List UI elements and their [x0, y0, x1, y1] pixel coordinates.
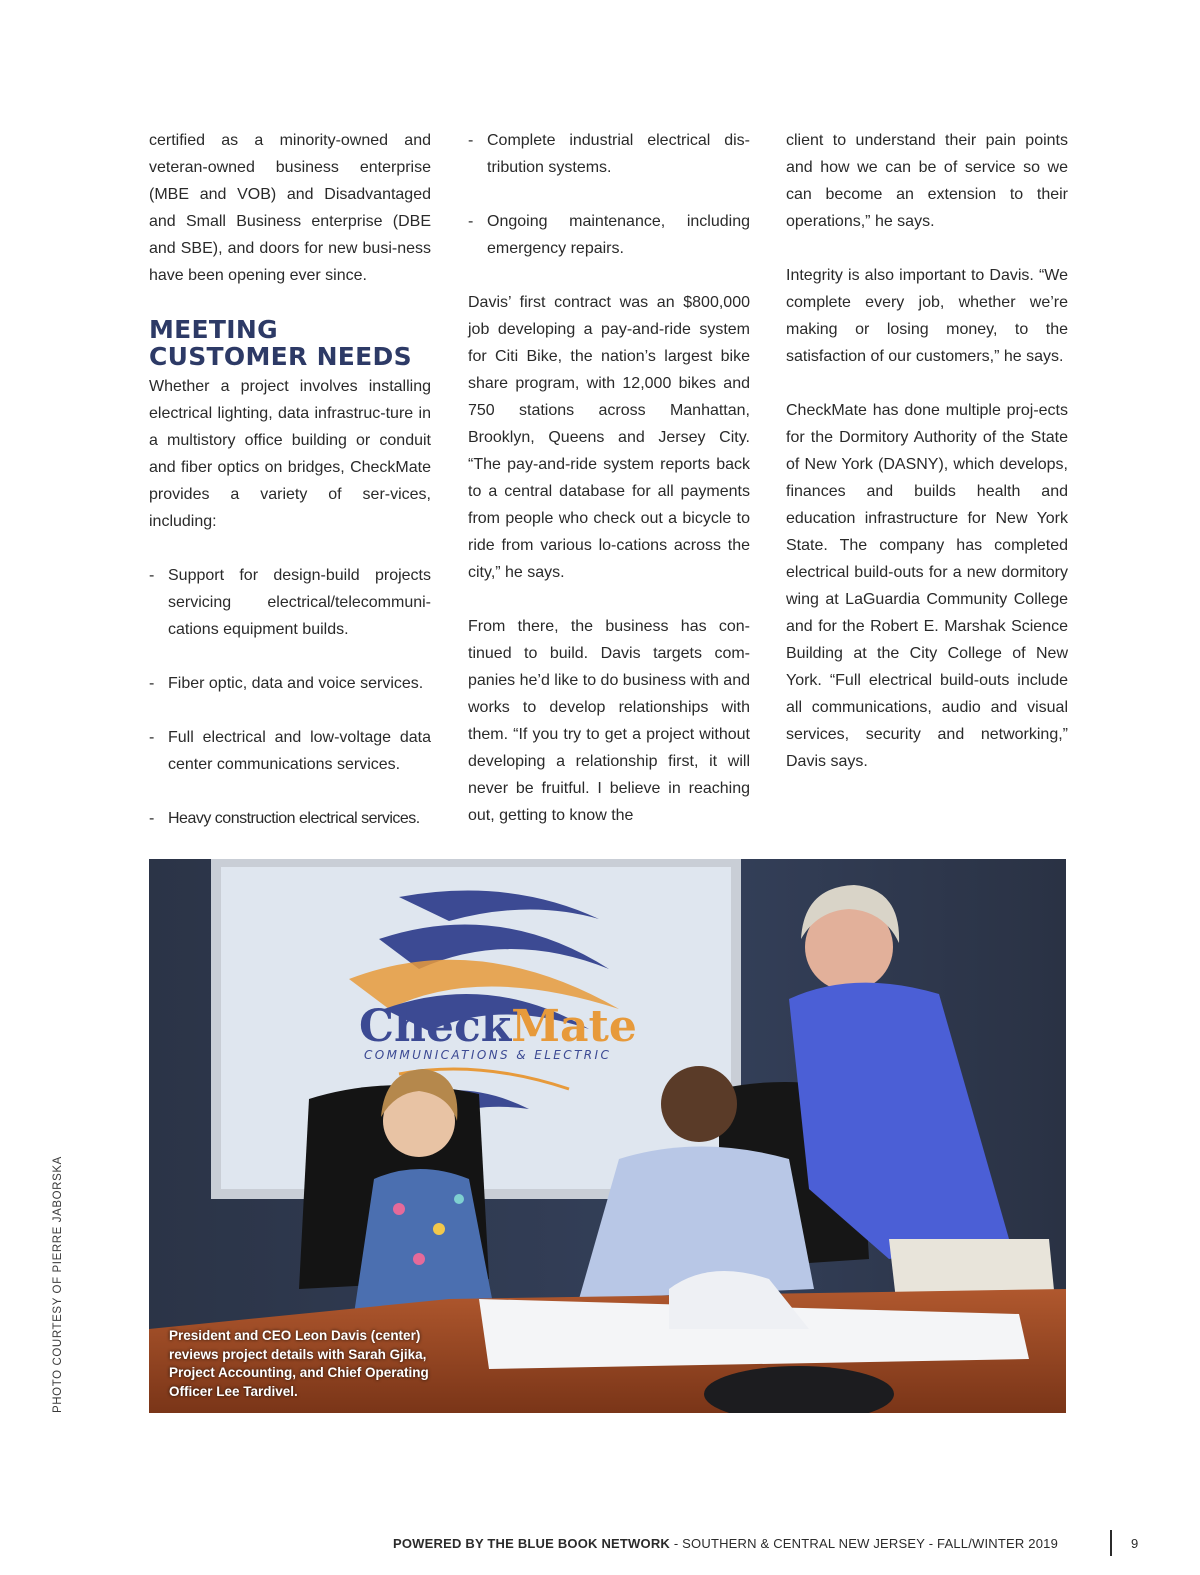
list-item: - Ongoing maintenance, including emergency repairs.	[468, 213, 750, 257]
article-column-2	[468, 127, 750, 829]
dasny-paragraph: CheckMate has done multiple proj-ects for the Dormitory Authority of the State of New York (DASNY), which develops, finances and builds health and education infrastructure for New York State. The company has completed electrical build-outs for a new dormitory wing at LaGuardia Community College and for the Robert E. Marshak Science Building at the City College of New York. “Full electrical build-outs include all communications, audio and visual services, security and networking,” Davis says.	[786, 402, 1068, 770]
client-quote-paragraph: client to understand their pain points and how we can be of service so we can become an extension to their operations,” he says.	[786, 132, 1068, 230]
team-photo	[149, 859, 1066, 1413]
intro-paragraph: certified as a minority-owned and veteran-owned business enterprise (MBE and VOB) and Disadvantaged and Small Business enterprise (DBE and SBE), and doors for new busi-ness have been opening ever since.	[149, 132, 431, 284]
list-item: - Heavy construction electrical services.	[149, 810, 420, 827]
photo-caption: President and CEO Leon Davis (center) reviews project details with Sarah Gjika, Project Accounting, and Chief Operating Officer Lee Tardivel.	[169, 1328, 429, 1399]
dress-pattern	[393, 1203, 405, 1215]
list-item: - Full electrical and low-voltage data center communications services.	[149, 729, 431, 773]
section-heading	[149, 316, 431, 370]
section-heading-line-1: MEETING	[149, 315, 278, 344]
list-item: - Complete industrial electrical dis-tribution systems.	[468, 132, 750, 176]
dress-pattern	[413, 1253, 425, 1265]
article-column-1	[149, 127, 431, 832]
services-list	[149, 562, 431, 832]
page-footer	[393, 1536, 1058, 1551]
page-number: 9	[1131, 1536, 1139, 1551]
logo-subtitle: COMMUNICATIONS & ELECTRIC	[364, 1048, 612, 1062]
photo-credit: PHOTO COURTESY OF PIERRE JABORSKA	[52, 1156, 64, 1413]
integrity-paragraph: Integrity is also important to Davis. “We complete every job, whether we’re making or losing money, to the satisfaction of our customers,” he says.	[786, 267, 1068, 365]
first-contract-paragraph: Davis’ first contract was an $800,000 job developing a pay-and-ride system for Citi Bike, the nation’s largest bike share program, with 12,000 bikes and 750 stations across Manhattan, Brooklyn, Queens and Jersey City. “The pay-and-ride system reports back to a central database for all payments from people who check out a bicycle to ride from various lo-cations across the city,” he says.	[468, 294, 750, 581]
footer-network: POWERED BY THE BLUE BOOK NETWORK	[393, 1536, 671, 1551]
business-growth-paragraph: From there, the business has con-tinued to build. Davis targets com-panies he’d like to do business with and works to develop relationships with them. “If you try to get a project without developing a relationship first, it will never be fruitful. I believe in reaching out, getting to know the	[468, 618, 750, 824]
logo-text: CheckMate	[359, 1001, 637, 1052]
list-item: - Support for design-build projects servicing electrical/telecommuni-cations equipment builds.	[149, 567, 431, 638]
dress-pattern	[433, 1223, 445, 1235]
person-leon-head	[661, 1066, 737, 1142]
footer-divider	[1110, 1530, 1112, 1556]
list-item: - Fiber optic, data and voice services.	[149, 675, 424, 692]
article-column-3	[786, 127, 1068, 775]
services-list-continued	[468, 127, 750, 262]
dress-pattern	[454, 1194, 464, 1204]
footer-publication: - SOUTHERN & CENTRAL NEW JERSEY - FALL/WINTER 2019	[670, 1536, 1059, 1551]
section-heading-line-2: CUSTOMER NEEDS	[149, 342, 412, 371]
services-intro-paragraph: Whether a project involves installing electrical lighting, data infrastruc-ture in a multistory office building or conduit and fiber optics on bridges, CheckMate provides a variety of ser-vices, including:	[149, 378, 431, 530]
